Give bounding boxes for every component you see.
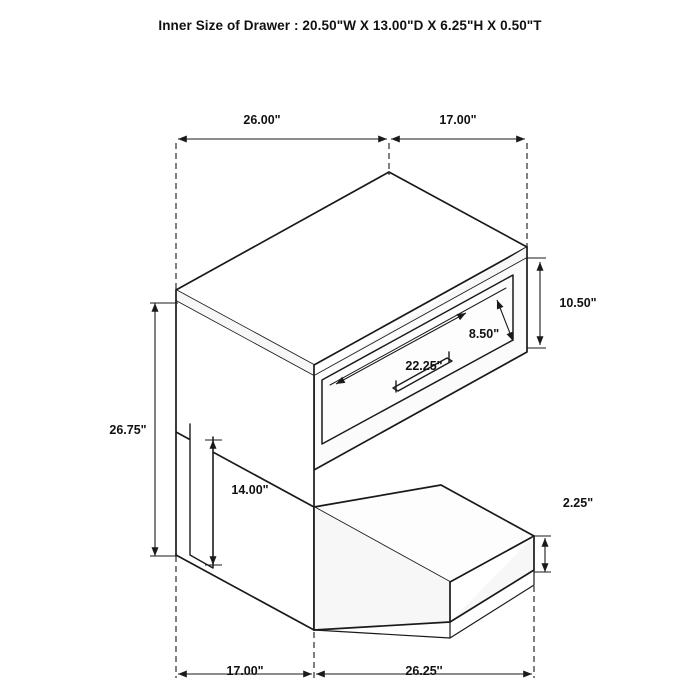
dim-label-top-left-width: 26.00" [243, 113, 281, 127]
dim-label-drawer-inner-width: 8.50" [468, 327, 500, 341]
dim-label-bottom-right-width: 26.25'' [405, 664, 443, 678]
dim-label-drawer-pull-width: 22.25" [405, 359, 443, 373]
dim-label-overall-height: 26.75" [109, 423, 147, 437]
dim-label-base-thickness: 2.25" [562, 496, 594, 510]
page-title: Inner Size of Drawer : 20.50"W X 13.00"D X 6.25"H X 0.50"T [158, 18, 542, 33]
dim-label-shelf-opening: 14.00" [231, 483, 269, 497]
dim-label-bottom-left-depth: 17.00" [226, 664, 264, 678]
dim-label-top-right-depth: 17.00" [439, 113, 477, 127]
dim-label-drawer-face-height: 10.50" [559, 296, 597, 310]
